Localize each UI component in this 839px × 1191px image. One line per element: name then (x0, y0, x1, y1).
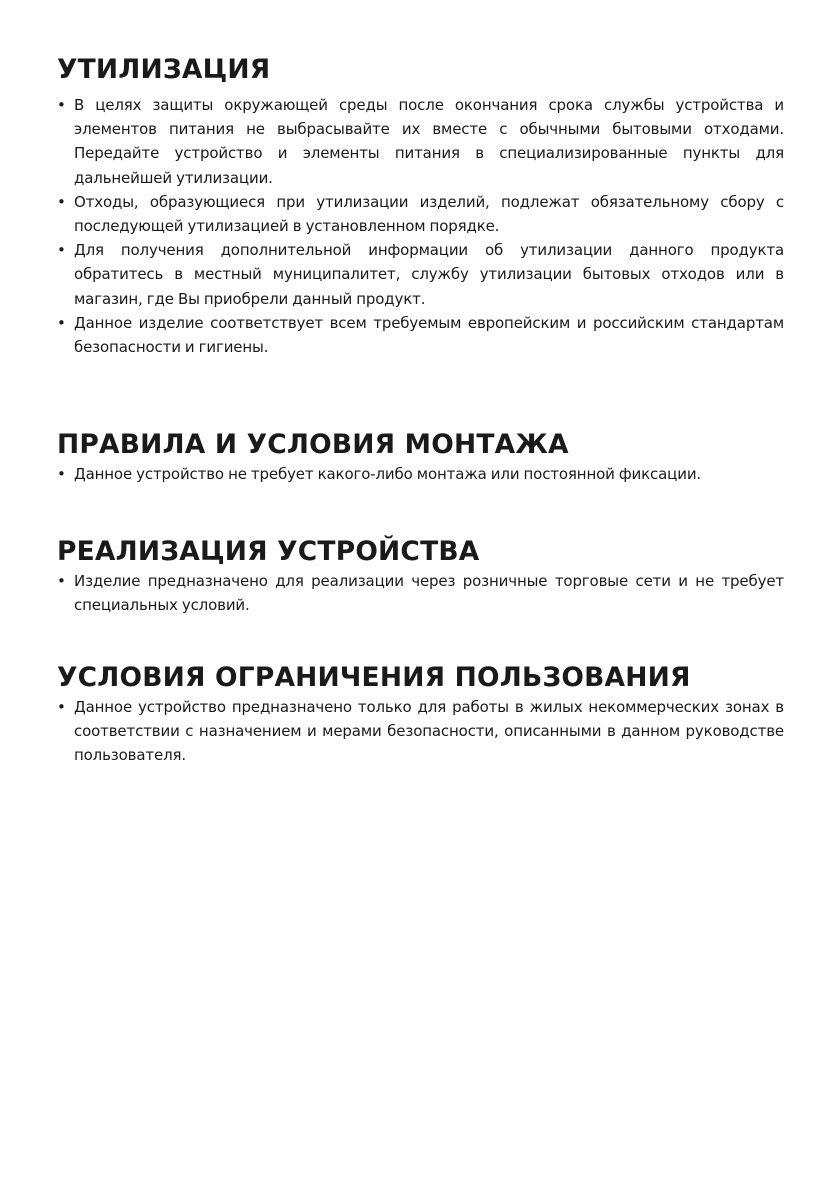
bullet-icon: • (57, 241, 66, 260)
bullet-icon: • (57, 572, 66, 590)
section-title-mounting: ПРАВИЛА И УСЛОВИЯ МОНТАЖА (57, 429, 569, 460)
bullet-icon: • (57, 192, 66, 211)
section-mounting (57, 428, 784, 486)
bullet-icon: • (57, 96, 66, 114)
list-item: • Для получения дополнительной информации об утилизации данного продукта обратитесь в местный муниципалитет, службу утилизации бытовых отходов или в магазин, где Вы приобрели данный продукт. (57, 238, 784, 311)
list-item: • Отходы, образующиеся при утилизации изделий, подлежат обязательному сбору с последующей утилизацией в установленном порядке. (57, 190, 784, 238)
list-item: • Данное устройство предназначено только для работы в жилых некоммерческих зонах в соответствии с назначением и мерами безопасности, описанными в данном руководстве пользователя. (57, 695, 784, 768)
list-item: • Данное изделие соответствует всем требуемым европейским и российским стандартам безопасности и гигиены. (57, 311, 784, 359)
section-title-sales: РЕАЛИЗАЦИЯ УСТРОЙСТВА (57, 536, 480, 567)
section-sales (57, 535, 784, 617)
section-title-disposal: УТИЛИЗАЦИЯ (57, 54, 271, 85)
bullet-list-sales (57, 569, 784, 617)
bullet-icon: • (57, 465, 66, 483)
bullet-list-restrictions (57, 695, 784, 768)
bullet-icon: • (57, 698, 66, 716)
section-title-restrictions: УСЛОВИЯ ОГРАНИЧЕНИЯ ПОЛЬЗОВАНИЯ (57, 662, 691, 693)
bullet-list-mounting (57, 462, 784, 486)
section-disposal (57, 53, 784, 359)
list-item: • Изделие предназначено для реализации через розничные торговые сети и не требует специальных условий. (57, 569, 784, 617)
list-item: • Данное устройство не требует какого-либо монтажа или постоянной фиксации. (57, 462, 784, 486)
bullet-icon: • (57, 313, 66, 332)
bullet-list-disposal (57, 93, 784, 359)
list-item: • В целях защиты окружающей среды после окончания срока службы устройства и элементов питания не выбрасывайте их вместе с обычными бытовыми отходами. Передайте устройство и элементы питания в специализированные пункты для дальнейшей утилизации. (57, 93, 784, 190)
section-restrictions (57, 661, 784, 768)
